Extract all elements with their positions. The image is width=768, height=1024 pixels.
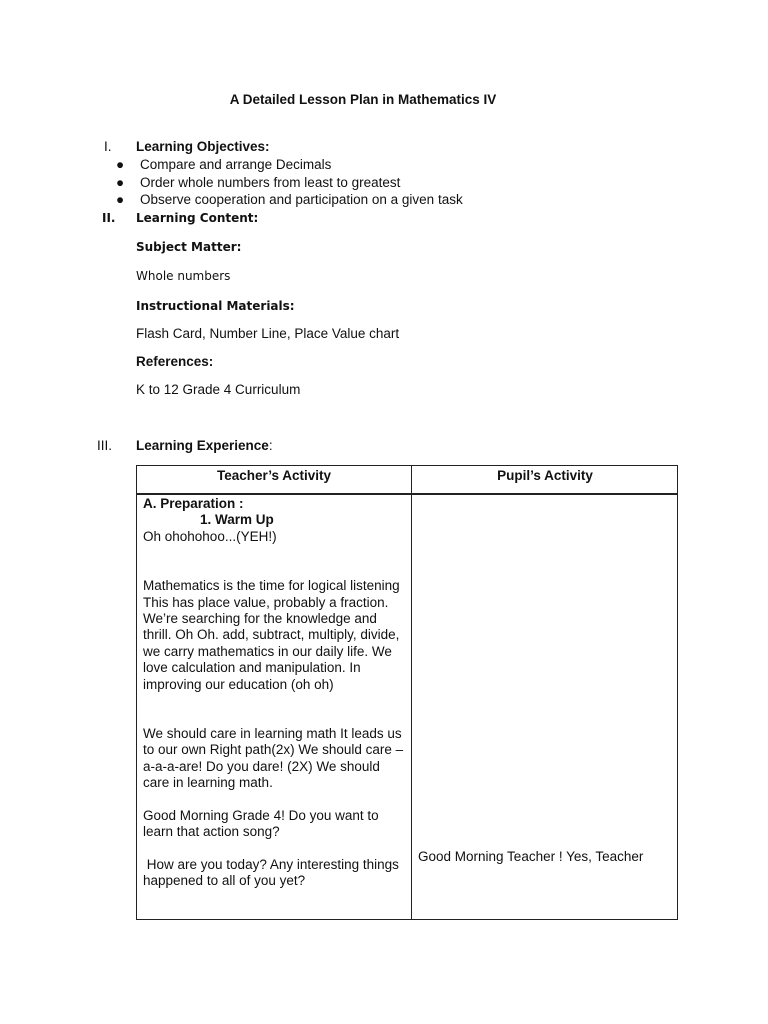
document-title: A Detailed Lesson Plan in Mathematics IV: [229, 92, 497, 107]
teacher-activity-cell: [143, 496, 407, 889]
materials-label: Instructional Materials:: [136, 299, 295, 313]
bullet-icon: ●: [116, 192, 125, 207]
activity-table: [136, 465, 678, 920]
materials-value: Flash Card, Number Line, Place Value chart: [136, 326, 400, 341]
references-value: K to 12 Grade 4 Curriculum: [136, 382, 301, 397]
header-teacher-activity: Teacher’s Activity: [216, 468, 332, 483]
section-3-numeral: III.: [97, 438, 113, 453]
objective-item: ● Observe cooperation and participation on a given task: [116, 192, 463, 207]
section-1-numeral: I.: [104, 139, 112, 154]
warm-up-line: Oh ohohohoo...(YEH!): [143, 528, 277, 544]
song-verse-2: We should care in learning math It leads us to our own Right path(2x) We should care –a-a-a-are! Do you dare! (2X) We should care in learning math.: [143, 726, 404, 791]
subject-matter-value: Whole numbers: [136, 269, 231, 283]
section-3-heading-colon: :: [268, 438, 273, 453]
preparation-heading: A. Preparation :: [143, 496, 244, 511]
section-2-heading: Learning Content:: [136, 211, 259, 225]
objective-item: ● Compare and arrange Decimals: [116, 157, 332, 172]
pupil-reply: Good Morning Teacher ! Yes, Teacher: [418, 849, 644, 864]
warm-up-heading: 1. Warm Up: [200, 512, 274, 528]
section-3-heading-wrap: [136, 438, 273, 453]
song-verse-1: Mathematics is the time for logical listening This has place value, probably a fraction. We’re searching for the knowledge and thrill. Oh Oh. add, subtract, multiply, divide, we carry mathematics in our daily life. We love calculation and manipulation. In improving our education (oh oh): [143, 578, 400, 692]
subject-matter-label: Subject Matter:: [136, 240, 242, 254]
section-3-heading: Learning Experience: [136, 438, 269, 453]
table-column-divider: [411, 466, 412, 919]
section-2-numeral: II.: [102, 211, 116, 225]
bullet-icon: ●: [116, 175, 125, 190]
table-header-divider: [137, 493, 677, 495]
objective-item: ● Order whole numbers from least to greatest: [116, 175, 401, 190]
section-1-heading: Learning Objectives:: [136, 139, 270, 154]
references-label: References:: [136, 354, 214, 369]
question-text: How are you today? Any interesting things happened to all of you yet?: [143, 856, 403, 888]
greeting-text: Good Morning Grade 4! Do you want to learn that action song?: [143, 807, 379, 840]
header-pupil-activity: Pupil’s Activity: [497, 468, 593, 483]
bullet-icon: ●: [116, 157, 125, 172]
